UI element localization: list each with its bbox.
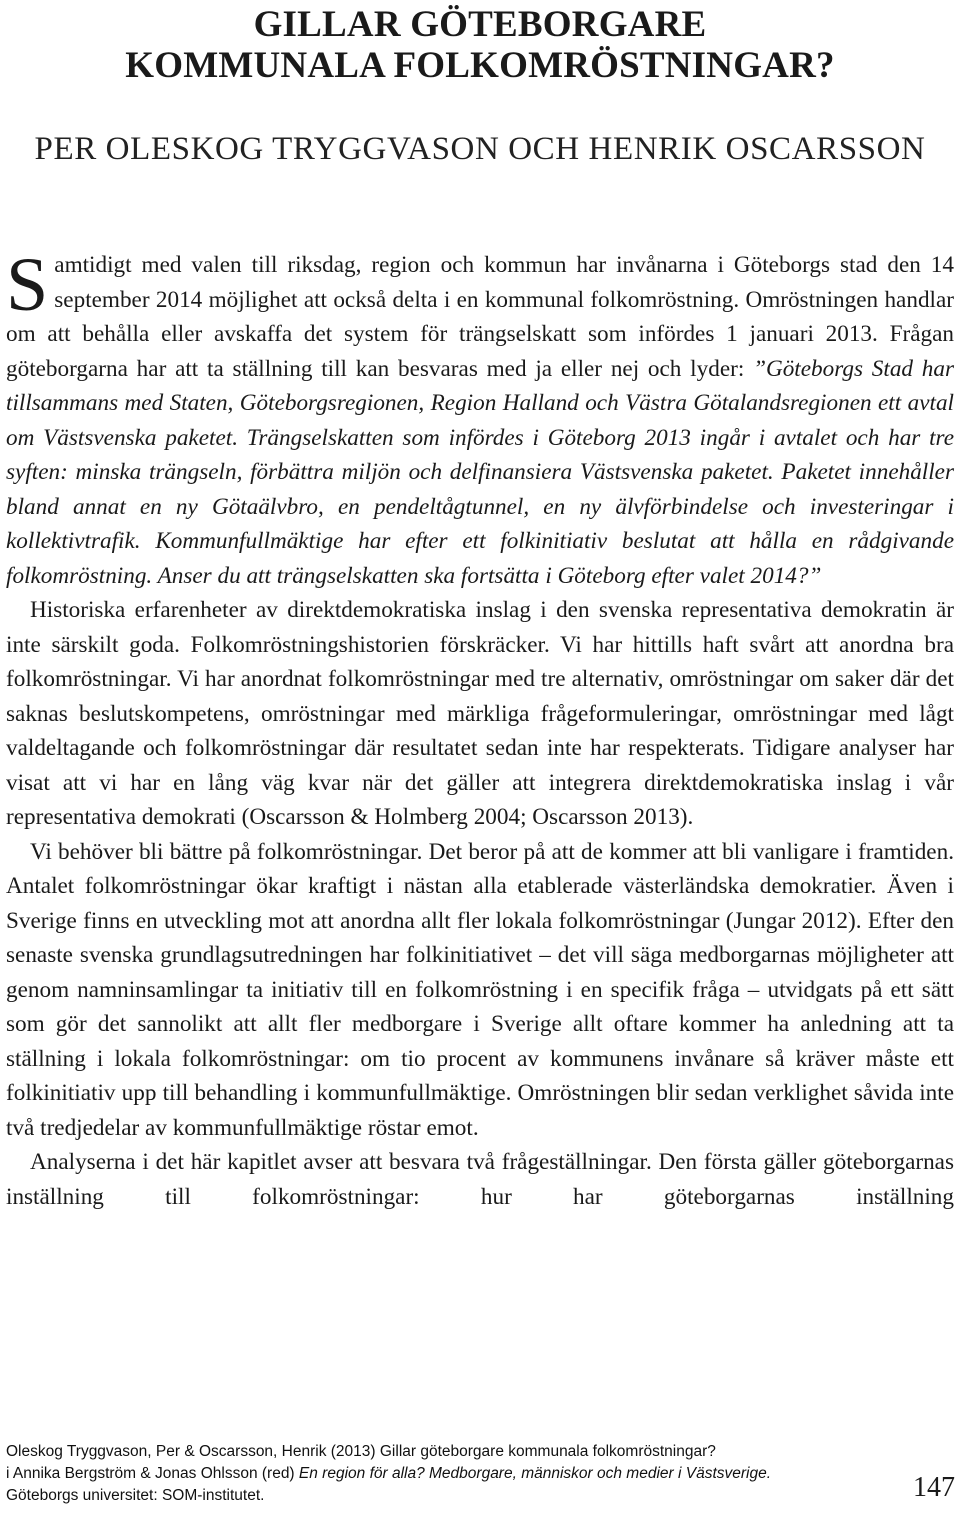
chapter-authors: PER OLESKOG TRYGGVASON OCH HENRIK OSCARSSON bbox=[34, 131, 926, 167]
referendum-question: ”Göteborgs Stad har tillsammans med Staten, Göteborgsregionen, Region Halland och Västra Götalandsregionen ett avtal om Västsvenska paketet. Trängselskatten som infördes i Göteborg 2013 ingår i avtalet och har tre syften: minska trängseln, förbättra miljön och delfinansiera Västsvenska paketet. Paketet innehåller bland annat en ny Götaälvbro, en pendeltågtunnel, en ny älvförbindelse och investeringar i kollektivtrafik. Kommunfullmäktige har efter ett folkinitiativ beslutat att hålla en rådgivande folkomröstning. Anser du att trängselskatten ska fortsätta i Göteborg efter valet 2014?” bbox=[6, 355, 954, 589]
citation-book-title: En region för alla? Medborgare, människor och medier i Västsverige. bbox=[298, 1465, 772, 1482]
paragraph-1 bbox=[6, 243, 954, 593]
citation-line-2-prefix: i Annika Bergström & Jonas Ohlsson (red) bbox=[6, 1465, 299, 1482]
chapter-title-line-1: GILLAR GÖTEBORGARE bbox=[253, 4, 707, 45]
citation-line-1: Oleskog Tryggvason, Per & Oscarsson, Henrik (2013) Gillar göteborgare kommunala folkomröstningar? bbox=[6, 1443, 716, 1460]
citation-line-3: Göteborgs universitet: SOM-institutet. bbox=[6, 1487, 265, 1504]
paragraph-4: Analyserna i det här kapitlet avser att besvara två frågeställningar. Den första gäller göteborgarnas inställning till folkomröstningar: hur har göteborgarnas inställning bbox=[6, 1149, 954, 1210]
body-text bbox=[6, 243, 954, 1214]
drop-cap: S bbox=[6, 243, 49, 327]
paragraph-1-italic-intro: Omröstningen handlar om att behålla eller avskaffa det system för trängselskatt som infördes 1 januari 2013. Frågan göteborgarna har att ta ställning till kan besvaras med ja eller nej och lyder: bbox=[6, 286, 954, 382]
chapter-title-line-2: KOMMUNALA FOLKOMRÖSTNINGAR? bbox=[125, 45, 835, 86]
chapter-title bbox=[0, 4, 960, 86]
paragraph-2: Historiska erfarenheter av direktdemokratiska inslag i den svenska representativa demokratin är inte särskilt goda. Folkomröstningshistorien förskräcker. Vi har hittills haft svårt att anordna bra folkomröstningar. Vi har anordnat folkomröstningar med tre alternativ, omröstningar om saker där det saknas beslutskompetens, omröstningar med märkliga frågeformuleringar, omröstningar med lågt valdeltagande och folkomröstningar där resultatet sedan inte har respekterats. Tidigare analyser har visat att vi har en lång väg kvar när det gäller att integrera direktdemokratiska inslag i vår representativa demokrati (Oscarsson & Holmberg 2004; Oscarsson 2013). bbox=[6, 597, 954, 830]
page-number: 147 bbox=[913, 1472, 955, 1503]
citation-line-2 bbox=[6, 1463, 826, 1485]
paragraph-3: Vi behöver bli bättre på folkomröstningar. Det beror på att de kommer att bli vanligare i framtiden. Antalet folkomröstningar ökar kraftigt i nästan alla etablerade västerländska demokratier. Även i Sverige finns en utveckling mot att anordna allt fler lokala folkomröstningar (Jungar 2012). Efter den senaste svenska grundlagsutredningen har folkinitiativet – det vill säga medborgarnas möjligheter att genom namninsamlingar ta initiativ till en folkomröstning i en specifik fråga – utvidgats på ett sätt som gör det sannolikt att allt fler medborgare i Sverige allt oftare kommer ha anledning att ta ställning i lokala folkomröstningar: om tio procent av kommunens invånare så kräver måste ett folkinitiativ upp till behandling i kommunfullmäktige. Omröstningen blir sedan verklighet såvida inte två tredjedelar av kommunfullmäktige röstar emot. bbox=[6, 838, 954, 1141]
citation-footer bbox=[6, 1441, 826, 1507]
paragraph-1-roman: amtidigt med valen till riksdag, region och kommun har invånarna i Göteborgs stad den 14 september 2014 möjlighet att också delta i en kommunal folkomröstning. bbox=[54, 252, 954, 313]
